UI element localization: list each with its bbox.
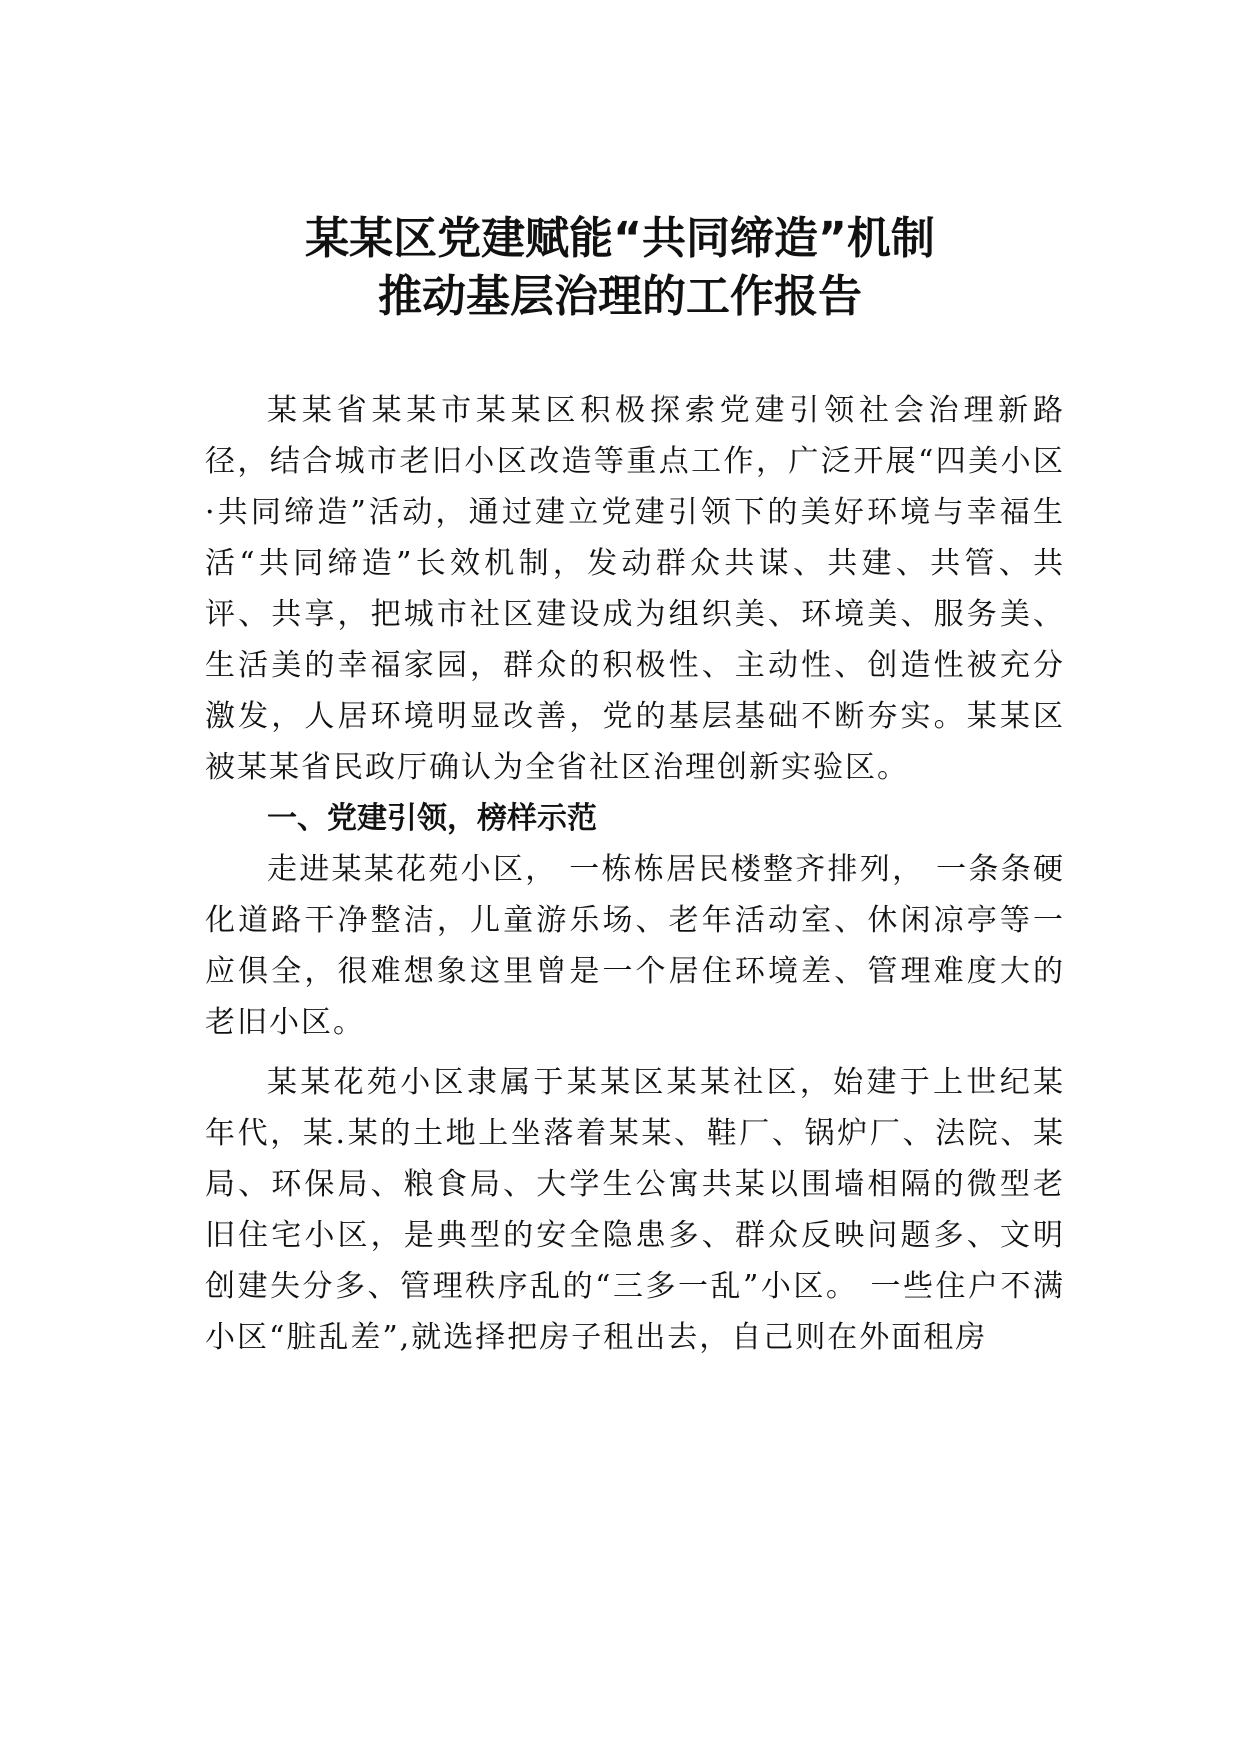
document-body — [205, 385, 1065, 1363]
document-title — [0, 210, 1240, 326]
intro-paragraph: 某某省某某市某某区积极探索党建引领社会治理新路径，结合城市老旧小区改造等重点工作，广泛开展“四美小区·共同缔造”活动，通过建立党建引领下的美好环境与幸福生活“共同缔造”长效机制，发动群众共谋、共建、共管、共评、共享，把城市社区建设成为组织美、环境美、服务美、生活美的幸福家园，群众的积极性、主动性、创造性被充分激发，人居环境明显改善，党的基层基础不断夯实。某某区被某某省民政厅确认为全省社区治理创新实验区。 — [205, 393, 1065, 785]
section-paragraph: 走进某某花苑小区， 一栋栋居民楼整齐排列， 一条条硬化道路干净整洁，儿童游乐场、老年活动室、休闲凉亭等一应俱全，很难想象这里曾是一个居住环境差、管理难度大的老旧小区。 — [205, 852, 1065, 1040]
title-line-2: 推动基层治理的工作报告 — [378, 271, 862, 322]
section-heading: 一、党建引领，榜样示范 — [267, 801, 597, 836]
title-line-1: 某某区党建赋能“共同缔造”机制 — [305, 213, 935, 264]
section-paragraph: 某某花苑小区隶属于某某区某某社区，始建于上世纪某年代，某.某的土地上坐落着某某、鞋厂、锅炉厂、法院、某局、环保局、粮食局、大学生公寓共某以围墙相隔的微型老旧住宅小区，是典型的安全隐患多、群众反映问题多、文明创建失分多、管理秩序乱的“三多一乱”小区。 一些住户不满小区“脏乱差”,就选择把房子租出去，自己则在外面租房 — [205, 1065, 1065, 1355]
